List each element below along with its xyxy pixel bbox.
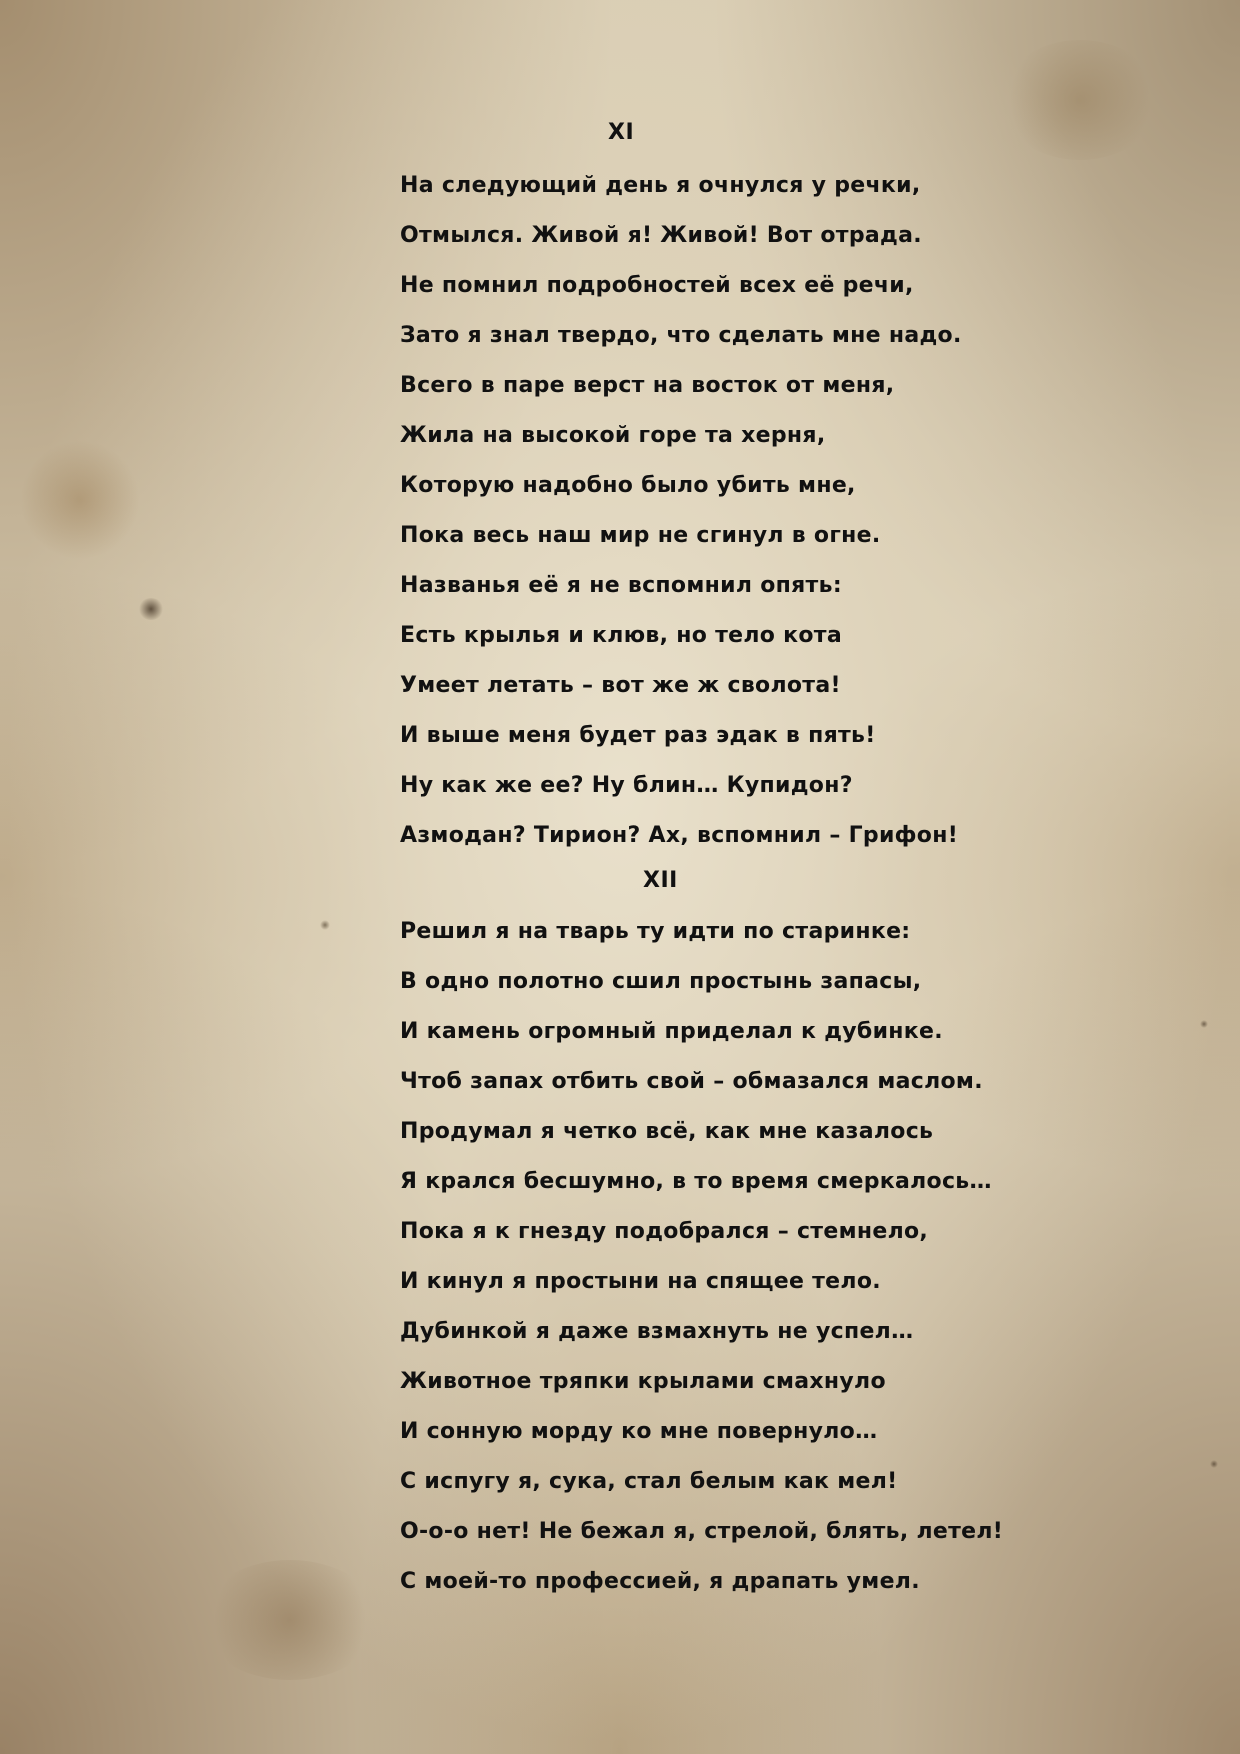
- poem-line: Решил я на тварь ту идти по старинке:: [400, 919, 911, 944]
- stanza-xi: [400, 173, 962, 873]
- poem-line: Дубинкой я даже взмахнуть не успел…: [400, 1319, 914, 1344]
- poem-line: Я крался бесшумно, в то время смеркалось…: [400, 1169, 992, 1194]
- poem-line: Которую надобно было убить мне,: [400, 473, 856, 498]
- poem-line: Пока весь наш мир не сгинул в огне.: [400, 523, 881, 548]
- poem-line: Азмодан? Тирион? Ах, вспомнил – Грифон!: [400, 823, 959, 848]
- poem-line: Есть крылья и клюв, но тело кота: [400, 623, 842, 648]
- poem-line: В одно полотно сшил простынь запасы,: [400, 969, 922, 994]
- poem-line: На следующий день я очнулся у речки,: [400, 173, 921, 198]
- section-heading-xii: XII: [643, 868, 678, 893]
- poem-line: Пока я к гнезду подобрался – стемнело,: [400, 1219, 929, 1244]
- poem-line: Зато я знал твердо, что сделать мне надо.: [400, 323, 962, 348]
- poem-line: О-о-о нет! Не бежал я, стрелой, блять, летел!: [400, 1519, 1004, 1544]
- poem-line: Всего в паре верст на восток от меня,: [400, 373, 895, 398]
- poem-line: Не помнил подробностей всех её речи,: [400, 273, 914, 298]
- poem-line: И выше меня будет раз эдак в пять!: [400, 723, 876, 748]
- poem-line: Умеет летать – вот же ж сволота!: [400, 673, 841, 698]
- poem-line: Жила на высокой горе та херня,: [400, 423, 826, 448]
- stanza-xii: [400, 919, 1003, 1619]
- poem-line: Чтоб запах отбить свой – обмазался маслом.: [400, 1069, 983, 1094]
- poem-line: С испугу я, сука, стал белым как мел!: [400, 1469, 898, 1494]
- poem-line: Названья её я не вспомнил опять:: [400, 573, 842, 598]
- poem-line: И сонную морду ко мне повернуло…: [400, 1419, 878, 1444]
- section-heading-xi: XI: [608, 120, 635, 145]
- poem-line: Животное тряпки крылами смахнуло: [400, 1369, 886, 1394]
- poem-line: Продумал я четко всё, как мне казалось: [400, 1119, 934, 1144]
- poem-line: И кинул я простыни на спящее тело.: [400, 1269, 881, 1294]
- poem-line: Отмылся. Живой я! Живой! Вот отрада.: [400, 223, 922, 248]
- poem-line: С моей-то профессией, я драпать умел.: [400, 1569, 920, 1594]
- poem-line: Ну как же ее? Ну блин… Купидон?: [400, 773, 853, 798]
- poem-line: И камень огромный приделал к дубинке.: [400, 1019, 943, 1044]
